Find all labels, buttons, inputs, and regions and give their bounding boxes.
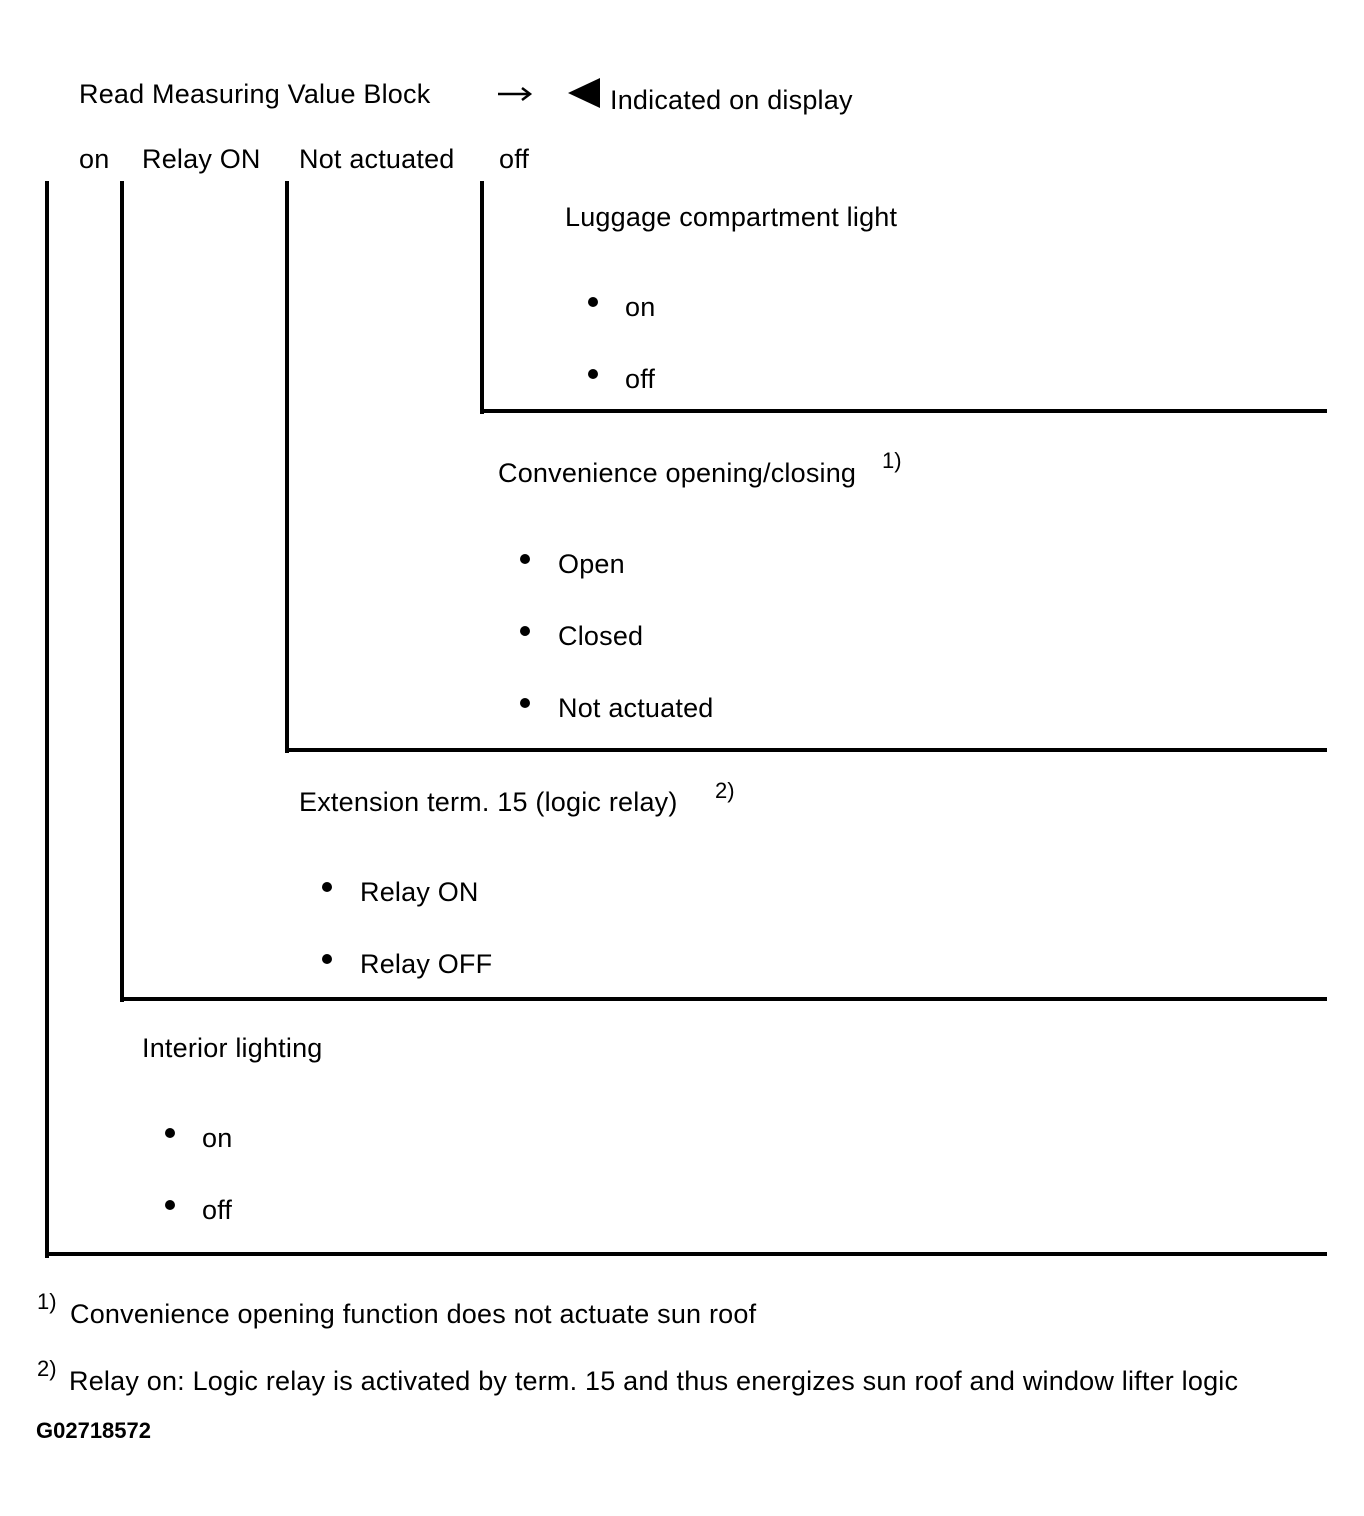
footnote-2-marker: 2) [37, 1356, 57, 1381]
convenience-option-closed: Closed [558, 621, 644, 651]
left-triangle-icon [566, 76, 602, 112]
bullet [520, 554, 530, 564]
bracket-luggage-vertical [480, 181, 484, 414]
header-title: Read Measuring Value Block [79, 79, 431, 109]
interior-option-on: on [202, 1123, 233, 1153]
footnote-2-text: Relay on: Logic relay is activated by term. 15 and thus energizes sun roof and window lifter logic [69, 1366, 1239, 1396]
bullet [588, 297, 598, 307]
luggage-section-title: Luggage compartment light [565, 202, 898, 232]
bracket-convenience-vertical [285, 181, 289, 753]
extension-footnote-ref: 2) [715, 778, 735, 803]
bracket-convenience-horizontal [285, 748, 1327, 752]
convenience-option-open: Open [558, 549, 625, 579]
luggage-option-off: off [625, 364, 656, 394]
bullet [520, 626, 530, 636]
bullet [322, 954, 332, 964]
convenience-section-title: Convenience opening/closing [498, 458, 857, 488]
bullet [322, 882, 332, 892]
figure-code: G02718572 [36, 1418, 151, 1443]
bracket-extension-vertical [120, 181, 124, 1002]
display-field-luggage: off [499, 144, 530, 174]
bracket-luggage-horizontal [480, 409, 1327, 413]
interior-option-off: off [202, 1195, 233, 1225]
extension-section-title: Extension term. 15 (logic relay) [299, 787, 678, 817]
display-field-interior: on [79, 144, 110, 174]
right-arrow-icon [496, 84, 536, 104]
footnote-1-text: Convenience opening function does not actuate sun roof [70, 1299, 757, 1329]
luggage-option-on: on [625, 292, 656, 322]
bullet [165, 1200, 175, 1210]
interior-section-title: Interior lighting [142, 1033, 323, 1063]
bullet [588, 369, 598, 379]
bracket-interior-horizontal [45, 1252, 1327, 1256]
convenience-footnote-ref: 1) [882, 448, 902, 473]
display-field-extension: Relay ON [142, 144, 261, 174]
bracket-interior-vertical [45, 181, 49, 1258]
bullet [165, 1128, 175, 1138]
extension-option-relay-off: Relay OFF [360, 949, 493, 979]
bullet [520, 698, 530, 708]
extension-option-relay-on: Relay ON [360, 877, 479, 907]
indicated-on-display-label: Indicated on display [610, 85, 853, 115]
display-field-convenience: Not actuated [299, 144, 455, 174]
bracket-extension-horizontal [120, 997, 1327, 1001]
convenience-option-not-actuated: Not actuated [558, 693, 714, 723]
footnote-1-marker: 1) [37, 1289, 57, 1314]
